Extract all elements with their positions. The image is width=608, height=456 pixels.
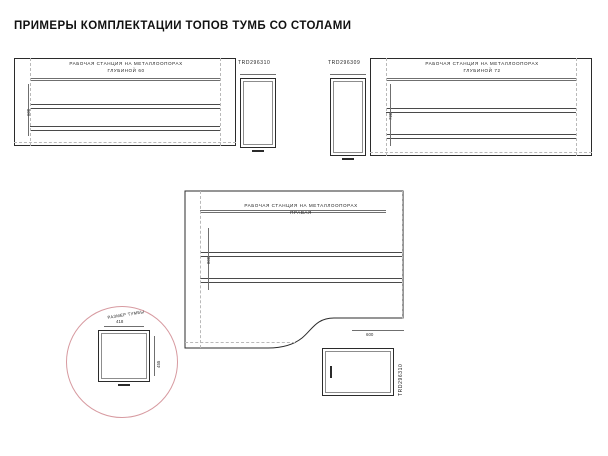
right-inner-top-line	[386, 78, 576, 79]
left-dash-left	[30, 58, 31, 146]
bottom-dash-left	[200, 191, 201, 348]
bottom-dash-right	[402, 191, 403, 319]
left-inner-top-line	[30, 78, 220, 79]
left-code: TRD296310	[238, 60, 271, 66]
left-pedestal-handle	[252, 150, 264, 152]
detail-pedestal-inner	[101, 333, 147, 379]
right-dash-bottom	[370, 152, 592, 153]
bottom-title-line2: ПРАВАЯ	[290, 210, 312, 215]
detail-dim-w-line	[104, 326, 144, 327]
left-shelf-1	[30, 104, 220, 109]
right-title-line1: РАБОЧАЯ СТАНЦИЯ НА МЕТАЛЛООПОРАХ	[425, 61, 539, 66]
right-code: TRD296309	[328, 60, 361, 66]
bottom-pedestal-inner	[325, 351, 391, 393]
right-shelf-2	[386, 134, 576, 139]
right-pedestal-top-line	[330, 74, 366, 75]
bottom-dim-600: 600	[366, 332, 374, 337]
left-dash-bottom	[14, 142, 236, 143]
bottom-shelf-1	[200, 252, 402, 257]
detail-dim-455: 455	[156, 360, 161, 368]
bottom-dim-h-line	[352, 330, 404, 331]
bottom-title-line1: РАБОЧАЯ СТАНЦИЯ НА МЕТАЛЛООПОРАХ	[244, 203, 358, 208]
left-title-line2: ГЛУБИНОЙ 60	[107, 68, 145, 73]
page-title: ПРИМЕРЫ КОМПЛЕКТАЦИИ ТОПОВ ТУМБ СО СТОЛАМИ	[14, 20, 352, 32]
left-inner-top-line2	[30, 80, 220, 81]
left-title-line1: РАБОЧАЯ СТАНЦИЯ НА МЕТАЛЛООПОРАХ	[69, 61, 183, 66]
right-title-line2: ГЛУБИНОЙ 72	[463, 68, 501, 73]
right-pedestal-handle	[342, 158, 354, 160]
left-pedestal-top-line	[240, 74, 276, 75]
right-shelf-1	[386, 108, 576, 113]
bottom-code: TRD296310	[398, 363, 404, 396]
right-dash-left	[386, 58, 387, 156]
bottom-shelf-2	[200, 278, 402, 283]
left-shelf-2	[30, 126, 220, 131]
left-pedestal-inner	[243, 81, 273, 145]
detail-dim-418: 418	[116, 319, 124, 324]
bottom-dash-bottom	[185, 342, 295, 343]
right-dash-right	[576, 58, 577, 156]
right-pedestal-inner	[333, 81, 363, 153]
detail-title: РАЗМЕР ТУМБЫ	[107, 309, 145, 320]
detail-dim-h-line	[154, 336, 155, 376]
right-inner-top-line2	[386, 80, 576, 81]
bottom-dim-800: 800	[206, 256, 211, 264]
left-dash-right	[220, 58, 221, 146]
right-dim-720: 720	[388, 112, 393, 120]
left-dim-600: 600	[26, 108, 31, 116]
bottom-pedestal-handle	[330, 366, 332, 378]
detail-pedestal-handle	[118, 384, 130, 386]
